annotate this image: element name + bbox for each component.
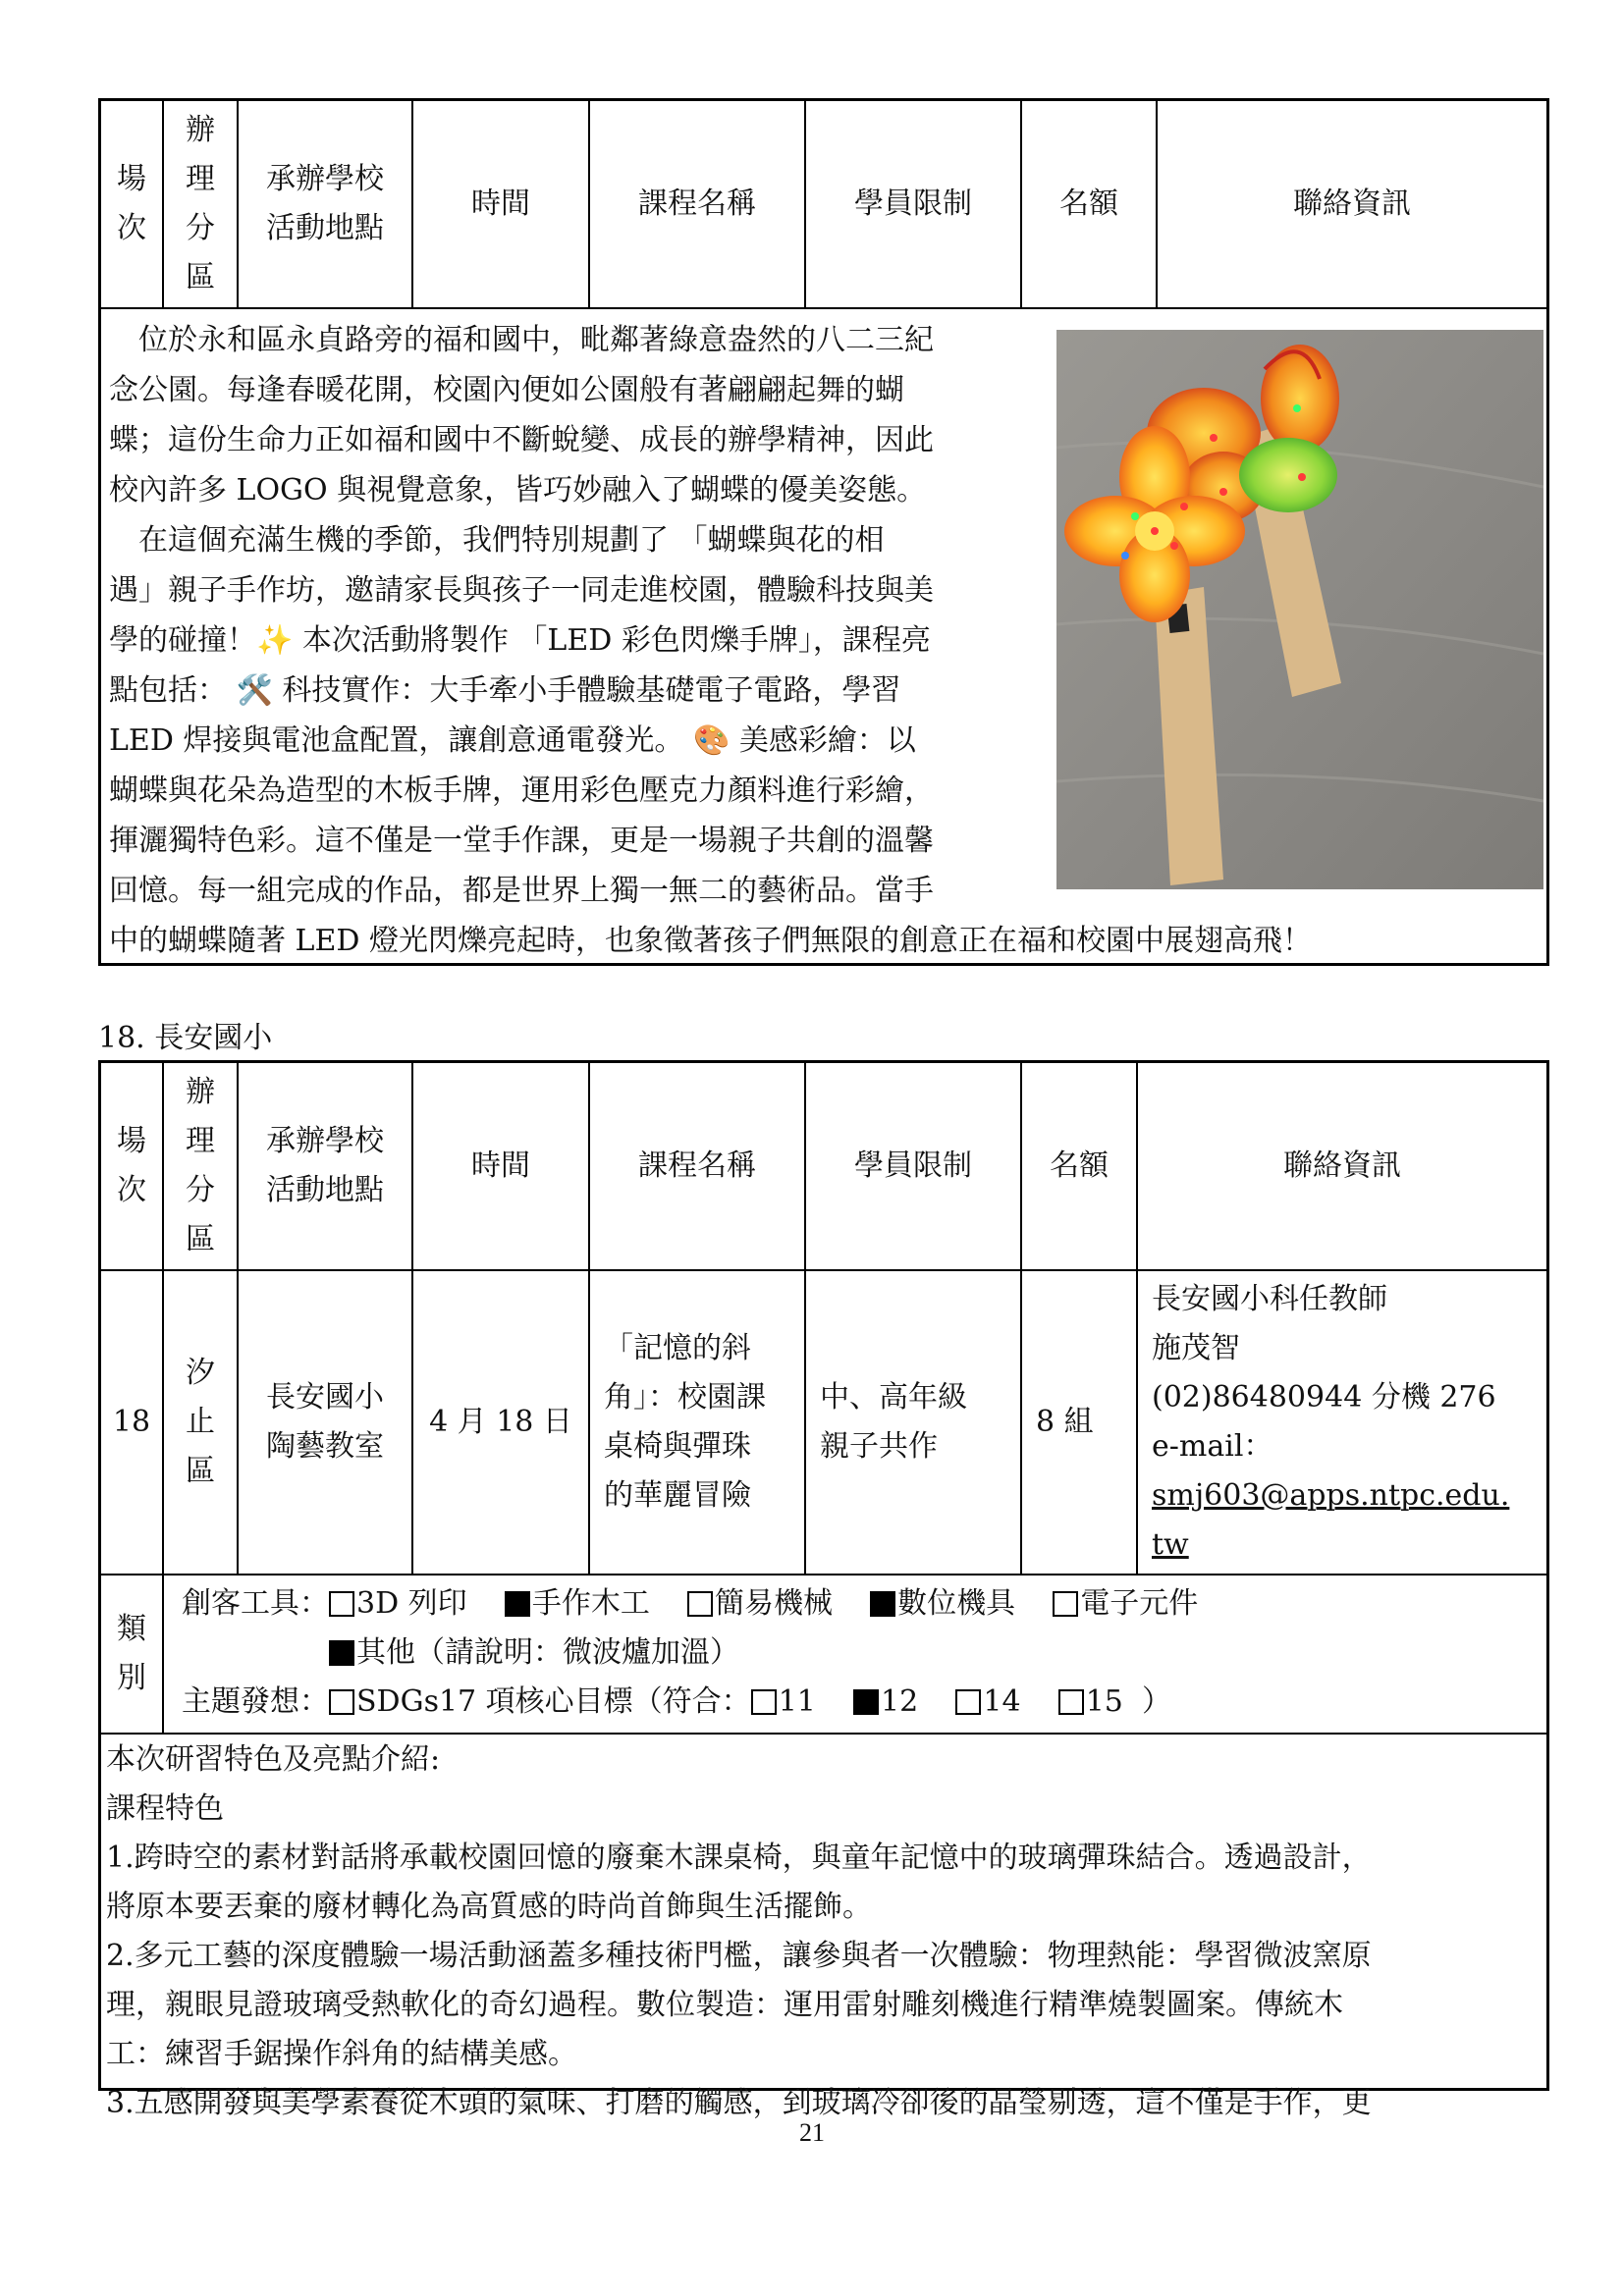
para-line: 位於永和區永貞路旁的福和國中，毗鄰著綠意盎然的八二三紀 <box>109 323 934 357</box>
header-course: 課程名稱 <box>590 101 806 307</box>
para-line: 遇」親子手作坊，邀請家長與孩子一同走進校園，體驗科技與美 <box>109 573 934 608</box>
checkbox-sdg-15[interactable] <box>1058 1689 1084 1715</box>
divider <box>101 307 1546 309</box>
district: 汐 止 區 <box>164 1271 239 1574</box>
page-number: 21 <box>799 2118 825 2147</box>
para-line: 蝴蝶與花朵為造型的木板手牌，運用彩色壓克力顏料進行彩繪， <box>109 774 934 808</box>
category-row <box>101 1575 1546 1733</box>
checkbox-woodwork[interactable] <box>505 1591 530 1617</box>
checkbox-sdg-12[interactable] <box>853 1689 879 1715</box>
school-location: 長安國小 陶藝教室 <box>239 1271 413 1574</box>
table-row <box>101 1271 1546 1574</box>
header-time: 時間 <box>413 101 590 307</box>
desc-line: 2.多元工藝的深度體驗一場活動涵蓋多種技術門檻，讓參與者一次體驗：物理熱能：學習微波窯原 <box>106 1939 1372 1973</box>
email-link[interactable]: smj603@apps.ntpc.edu. <box>1152 1478 1510 1513</box>
para-line: 揮灑獨特色彩。這不僅是一堂手作課，更是一場親子共創的溫馨 <box>109 824 934 858</box>
checkbox-3d-print[interactable] <box>329 1591 354 1617</box>
header-contact: 聯絡資訊 <box>1283 1148 1401 1183</box>
quota: 8 組 <box>1022 1271 1138 1574</box>
para-line: 中的蝴蝶隨著 LED 燈光閃爍亮起時，也象徵著孩子們無限的創意正在福和校園中展翅高飛！ <box>109 924 1312 958</box>
desc-line: 將原本要丟棄的廢材轉化為高質感的時尚首飾與生活擺飾。 <box>106 1890 872 1924</box>
para-line: 點包括： 🛠️ 科技實作：大手牽小手體驗基礎電子電路，學習 <box>109 673 901 708</box>
course-name: 「記憶的斜 角」：校園課 桌椅與彈珠 的華麗冒險 <box>590 1271 806 1574</box>
para-line: 學的碰撞！✨ 本次活動將製作 「LED 彩色閃爍手牌」，課程亮 <box>109 623 931 658</box>
checkbox-sdg-14[interactable] <box>955 1689 981 1715</box>
desc-line: 理，親眼見證玻璃受熱軟化的奇幻過程。數位製造：運用雷射雕刻機進行精準燒製圖案。傳統木 <box>106 1988 1343 2022</box>
header-contact: 聯絡資訊 <box>1293 187 1411 221</box>
header-quota: 名額 <box>1022 1063 1138 1269</box>
section-title: 18. 長安國小 <box>98 1021 273 1055</box>
header-limit: 學員限制 <box>806 1063 1022 1269</box>
desc-line: 課程特色 <box>106 1791 224 1826</box>
header-time: 時間 <box>413 1063 590 1269</box>
header-quota: 名額 <box>1022 101 1158 307</box>
top-table-header-row <box>101 101 1546 307</box>
desc-line: 工：練習手鋸操作斜角的結構美感。 <box>106 2037 577 2071</box>
desc-line: 3.五感開發與美學素養從木頭的氣味、打磨的觸感，到玻璃冷卻後的晶瑩剔透，這不僅是手作，更 <box>106 2086 1372 2120</box>
header-course: 課程名稱 <box>590 1063 806 1269</box>
course-date: 4 月 18 日 <box>413 1271 590 1574</box>
desc-line: 本次研習特色及亮點介紹: <box>106 1742 441 1777</box>
header-session: 場 次 <box>101 1063 164 1269</box>
divider <box>101 1733 1546 1735</box>
desc-line: 1.跨時空的素材對話將承載校園回憶的廢棄木課桌椅，與童年記憶中的玻璃彈珠結合。透過設計， <box>106 1841 1372 1875</box>
table-header-row <box>101 1063 1546 1269</box>
checkbox-other[interactable] <box>329 1640 354 1666</box>
header-session: 場 次 <box>101 101 164 307</box>
checkbox-digital-machine[interactable] <box>870 1591 895 1617</box>
category-label: 類 別 <box>101 1575 164 1733</box>
header-limit: 學員限制 <box>806 101 1022 307</box>
features-description <box>106 1735 1542 2128</box>
participant-limit: 中、高年級 親子共作 <box>806 1271 1022 1574</box>
para-line: 蝶；這份生命力正如福和國中不斷蛻變、成長的辦學精神，因此 <box>109 423 934 457</box>
para-line: 回憶。每一組完成的作品，都是世界上獨一無二的藝術品。當手 <box>109 874 934 908</box>
checkbox-electronics[interactable] <box>1053 1591 1078 1617</box>
checkbox-sdg-11[interactable] <box>751 1689 777 1715</box>
header-school: 承辦學校 活動地點 <box>239 1063 413 1269</box>
para-line: 校內許多 LOGO 與視覺意象，皆巧妙融入了蝴蝶的優美姿態。 <box>109 473 927 507</box>
para-line: 在這個充滿生機的季節，我們特別規劃了 「蝴蝶與花的相 <box>109 523 885 558</box>
header-district: 辦 理 分 區 <box>164 101 239 307</box>
email-link-cont[interactable]: tw <box>1152 1527 1189 1562</box>
other-line: 其他（請說明：微波爐加溫） <box>329 1629 739 1678</box>
para-line: LED 焊接與電池盒配置，讓創意通電發光。 🎨 美感彩繪：以 <box>109 723 916 758</box>
para-line: 念公園。每逢春暖花開，校園內便如公園般有著翩翩起舞的蝴 <box>109 373 904 407</box>
checkbox-simple-machine[interactable] <box>687 1591 713 1617</box>
header-district: 辦 理 分 區 <box>164 1063 239 1269</box>
contact-info: 長安國小科任教師 施茂智 (02)86480944 分機 276 e-mail： smj603@apps.ntpc.edu. tw <box>1138 1271 1546 1574</box>
header-school: 承辦學校 活動地點 <box>239 101 413 307</box>
theme-line: 主題發想： SDGs17 項核心目標（符合： 11 12 14 15 ） <box>182 1684 1171 1719</box>
maker-tools-line: 創客工具： 3D 列印 手作木工 簡易機械 數位機具 電子元件 <box>182 1586 1199 1621</box>
checkbox-sdgs[interactable] <box>329 1689 354 1715</box>
session-number: 18 <box>101 1271 164 1574</box>
led-butterfly-craft-photo <box>1056 330 1543 889</box>
